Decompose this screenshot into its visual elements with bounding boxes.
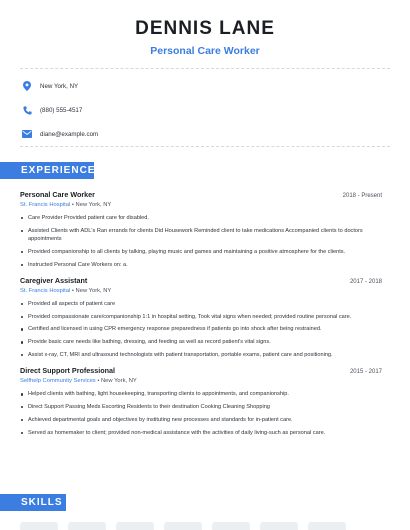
phone-icon [22, 105, 32, 115]
skills-list [20, 522, 346, 530]
list-item: Direct Support Passing Meds Escorting Residents to their destination Cooking Cleaning Shopping [20, 403, 382, 411]
divider [20, 68, 390, 69]
job-entry [20, 190, 382, 269]
job-role: Personal Care Worker [20, 190, 95, 199]
job-separator: • [71, 287, 76, 294]
email-text[interactable]: diane@example.com [40, 130, 99, 138]
divider [20, 146, 390, 147]
list-item: Assisted Clients with ADL's Ran errands for clients Did Housework Reminded client to take medications Accompanied clients to doctors appointments [20, 227, 382, 243]
phone-text[interactable]: (880) 555-4517 [40, 106, 83, 114]
list-item: Certified and licensed in using CPR emergency response preparedness if patients go into shock after being restrained. [20, 325, 382, 333]
skills-section-heading: SKILLS [0, 494, 66, 511]
skill-chip [20, 522, 58, 530]
list-item: Assist x-ray, CT, MRI and ultrasound technologists with patient transportation, portable exams, patient care and positioning. [20, 351, 382, 359]
email-icon [22, 129, 32, 139]
job-location: New York, NY [75, 202, 112, 208]
job-dates: 2015 - 2017 [349, 369, 382, 376]
skill-chip [164, 522, 202, 530]
job-location: New York, NY [100, 378, 137, 385]
skill-chip [116, 522, 154, 530]
job-dates: 2018 - Present [342, 193, 382, 199]
job-company: St. Francis Hospital [20, 202, 71, 208]
job-separator: • [71, 202, 76, 208]
job-separator: • [97, 378, 101, 385]
contact-info [22, 80, 98, 146]
list-item: Provide basic care needs like bathing, dressing, and feeding as well as record patient's vital signs. [20, 338, 382, 346]
skill-chip [260, 522, 298, 530]
job-employer [20, 378, 382, 384]
list-item: Provided all aspects of patient care [20, 300, 382, 308]
job-company: St. Francis Hospital [20, 287, 71, 294]
candidate-name: DENNIS LANE [135, 18, 275, 39]
skill-chip [212, 522, 250, 530]
list-item: Provided companionship to all clients by talking, playing music and games and maintaining a positive atmosphere for the clients. [20, 248, 382, 256]
resume-header [0, 0, 410, 57]
job-dates: 2017 - 2018 [349, 278, 382, 285]
job-entry [20, 276, 382, 359]
location-pin-icon [22, 81, 32, 91]
job-bullets [20, 300, 382, 359]
job-bullets [20, 214, 382, 269]
list-item: Care Provider Provided patient care for disabled. [20, 214, 382, 222]
job-role: Caregiver Assistant [20, 275, 88, 285]
job-role: Direct Support Professional [20, 366, 116, 376]
job-location: New York, NY [75, 287, 112, 294]
experience-list [20, 190, 382, 444]
skill-chip [68, 522, 106, 530]
skill-chip [308, 522, 346, 530]
job-employer [20, 202, 382, 208]
list-item: Provided compassionate care/companionship 1:1 in hospital setting, Took vital signs when needed; provided routine personal care. [20, 313, 382, 321]
contact-location [22, 80, 98, 92]
contact-email [22, 128, 98, 140]
list-item: Helped clients with bathing, light housekeeping, transporting clients to appointments, and companionship. [20, 390, 382, 398]
experience-section-heading: EXPERIENCE [0, 162, 94, 179]
candidate-title: Personal Care Worker [150, 45, 260, 57]
job-employer [20, 288, 382, 294]
job-entry [20, 366, 382, 437]
job-company: Selfhelp Community Services [20, 378, 96, 385]
list-item: Achieved departmental goals and objectives by instituting new processes and standards for in-patient care. [20, 416, 382, 424]
list-item: Served as homemaker to client; provided non-medical assistance with the activities of daily living-such as personal care. [20, 429, 382, 437]
list-item: Instructed Personal Care Workers on: a. [20, 261, 382, 269]
job-bullets [20, 390, 382, 437]
contact-phone [22, 104, 98, 116]
location-text: New York, NY [40, 82, 79, 90]
